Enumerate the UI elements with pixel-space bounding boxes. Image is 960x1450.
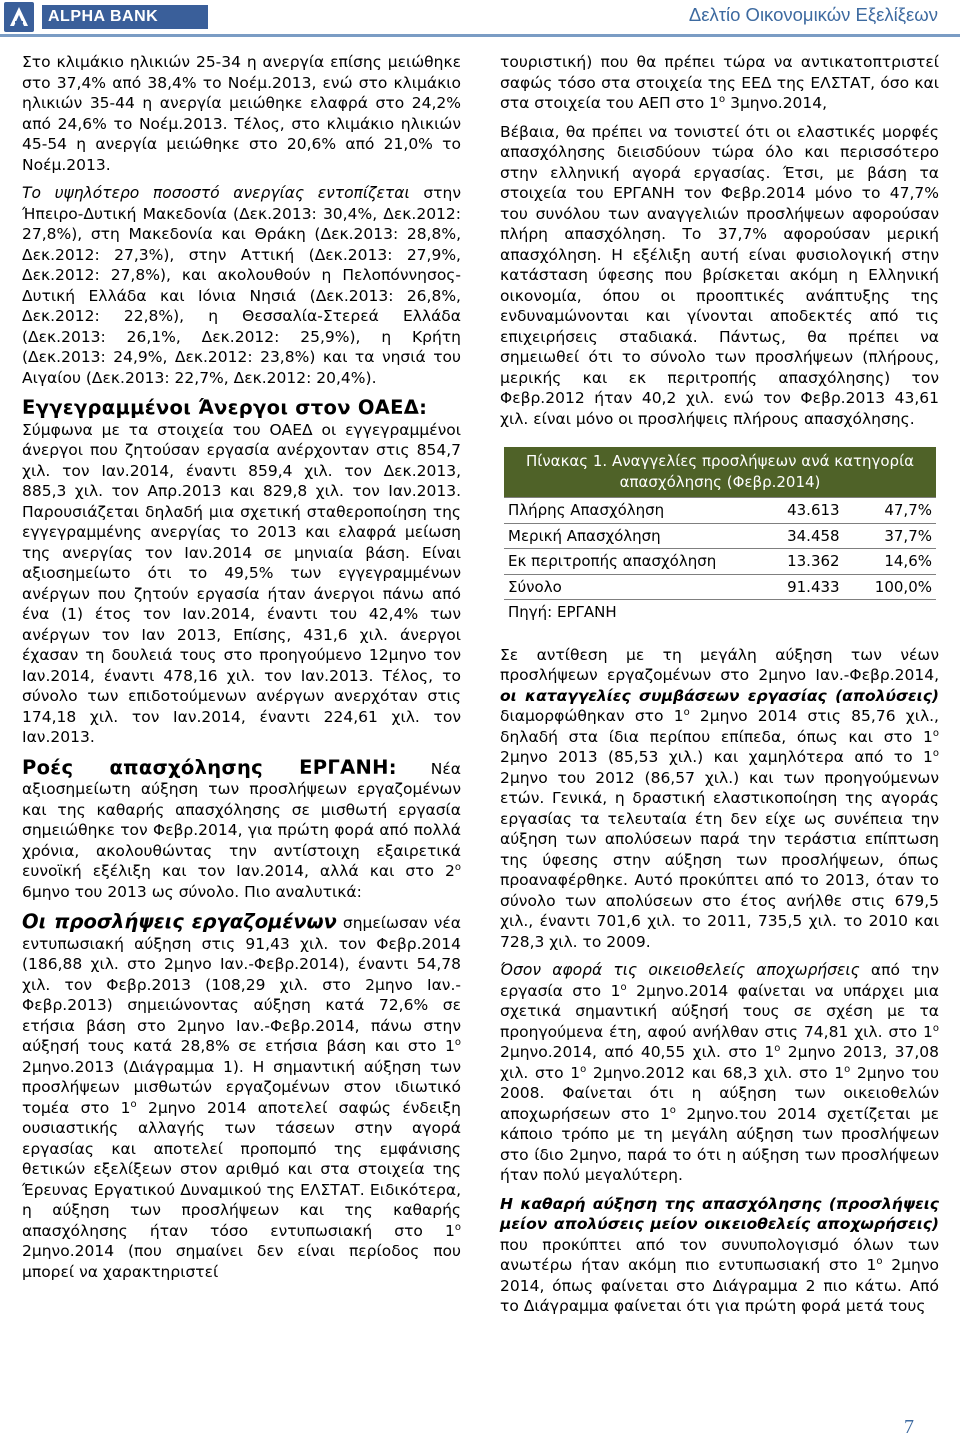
document-title: Δελτίο Οικονομικών Εξελίξεων <box>688 4 938 25</box>
table-row: Εκ περιτροπής απασχόληση 13.362 14,6% <box>504 549 936 575</box>
voluntary-exits-lead: Όσον αφορά τις οικειοθελείς αποχωρήσεις <box>500 961 860 979</box>
alpha-bank-emblem-icon <box>4 2 34 32</box>
paragraph-net-employment: Η καθαρή αύξηση της απασχόλησης (προσλήψεις μείον απολύσεις μείον οικειοθελείς αποχωρήσεις) που προκύπτει από τον συνυπολογισμό όλων των ανωτέρω ήταν ακόμη πιο εντυπωσιακή στο $1^o$ 2μηνο 2014, όπως φαίνεται στο Διάγραμμα 2 πιο κάτω. Από το Διάγραμμα φαίνεται ότι για πρώτη φορά μετά τους <box>500 1194 939 1315</box>
hirings-section: Οι προσλήψεις εργαζομένων σημείωσαν νέα εντυπωσιακή αύξηση στις 91,43 χιλ. τον Φεβρ.2014 (186,88 χιλ. στο 2μηνο Ιαν.-Φεβρ.2014), έναντι 54,78 χιλ. τον Φεβρ.2013 (108,29 χιλ. στο 2μηνο Ιαν.-Φεβρ.2013) σημειώνοντας αύξηση κατά 72,6% σε ετήσια βάση στο 2μηνο Ιαν.-Φεβρ.2014, πάνω στην αύξησή τους κατά 28,8% σε ετήσια βάση και στο $1^o$ 2μηνο.2013 (Διάγραμμα 1). Η σημαντική αύξηση των προσλήψεων μισθωτών εργαζομένων στον ιδιωτικό τομέα στο $1^o$ 2μηνο 2014 αποτελεί σαφώς ένδειξη ουσιαστικής αλλαγής των τάσεων στην αγορά εργασίας και αποτελεί προπομπό της εμφάνισης θετικών εξελίξεων στον αριθμό και στα στοιχεία της Έρευνας Εργατικού Δυναμικού της ΕΛΣΤΑΤ. Ειδικότερα, η αύξηση των προσλήψεων και της καθαρής απασχόλησης ήταν τόσο εντυπωσιακή στο $1^o$ 2μηνο.2014 (που σημαίνει δεν είναι περίοδος που μπορεί να χαρακτηριστεί <box>22 910 462 1281</box>
oaed-section <box>22 398 461 420</box>
table-total-row: Σύνολο 91.433 100,0% <box>504 574 936 600</box>
paragraph-continuation: τουριστική) που θα πρέπει τώρα να αντικατοπτριστεί σαφώς τόσο στα στοιχεία της ΕΕΔ της ΕΛΣΤΑΤ, όσο και στα στοιχεία του ΑΕΠ στο $1^o$ 3μηνο.2014, <box>500 53 939 112</box>
hirings-table <box>504 447 936 625</box>
page-number: 7 <box>904 1416 914 1438</box>
table-source: Πηγή: ΕΡΓΑΝΗ <box>508 603 617 621</box>
page-header <box>0 0 960 34</box>
net-employment-lead: Η καθαρή αύξηση της απασχόλησης (προσλήψεις μείον απολύσεις μείον οικειοθελείς αποχωρήσεις) <box>500 1194 939 1233</box>
table-caption: Πίνακας 1. Αναγγελίες προσλήψεων ανά κατηγορία απασχόλησης (Φεβρ.2014) <box>504 447 936 498</box>
ergani-section: Ροές απασχόλησης ΕΡΓΑΝΗ: Νέα αξιοσημείωτη αύξηση των προσλήψεων εργαζομένων και της καθαρής απασχόλησης σε μισθωτή εργασία σημειώθηκε τον Φεβρ.2014, για πρώτη φορά από πολλά χρόνια, ακολουθώντας την αντίστοιχη εξαιρετικά ευνοϊκή εξέλιξη και τον Ιαν.2014, αλλά και στο $2^o$ 6μηνο του 2013 ως σύνολο. Πιο αναλυτικά: <box>22 755 461 901</box>
table-source-row <box>504 600 936 625</box>
paragraph-dismissals: Σε αντίθεση με τη μεγάλη αύξηση των νέων προσλήψεων εργαζομένων στο 2μηνο Ιαν.-Φεβρ.2014, οι καταγγελίες συμβάσεων εργασίας (απολύσεις) διαμορφώθηκαν στο $1^o$ 2μηνο 2014 στις 85,76 χιλ., δηλαδή στα ίδια περίπου επίπεδα, όπως και στο $1^o$ 2μηνο 2013 (85,53 χιλ.) και χαμηλότερα από το $1^o$ 2μηνο του 2012 (86,57 χιλ.) και των προηγούμενων ετών. Γενικά, η δραστική ελαστικοποίηση της αγοράς εργασίας τα τελευταία έτη δεν είχε ως συνέπεια την αύξηση των απολύσεων παρά την τεράστια επίπτωση της ύφεσης στην αύξηση των προσλήψεων, όπως προαναφέρθηκε. Αυτό προκύπτει από το 2013, όταν το σύνολο των απολύσεων στο έτος ανήλθε στις 679,5 χιλ., έναντι 701,6 χιλ. το 2011, 735,5 χιλ. το 2010 και 728,3 χιλ. το 2009. <box>500 645 939 951</box>
left-column <box>22 52 461 1290</box>
brand-wordmark: ALPHA BANK <box>42 5 208 29</box>
heading-oaed: Εγγεγραμμένοι Άνεργοι στον ΟΑΕΔ: <box>22 396 428 419</box>
table-row: Πλήρης Απασχόληση 43.613 47,7% <box>504 498 936 524</box>
paragraph-flexible-employment: Βέβαια, θα πρέπει να τονιστεί ότι οι ελαστικές μορφές απασχόλησης διεισδύουν τώρα όλο και περισσότερο στην ελληνική αγορά εργασίας. Έτσι, με βάση τα στοιχεία του ΕΡΓΑΝΗ τον Φεβρ.2014 μόνο το 47,7% του συνόλου των αναγγελιών προσλήψεων αφορούσαν πλήρη απασχόληση. Το 37,7% αφορούσαν μερική απασχόληση. Η εξέλιξη αυτή είναι φυσιολογική στην κατάσταση ύφεσης που βρίσκεται ακόμη η Ελληνική οικονομία, όπου οι προοπτικές ανάπτυξης της ενδυναμώνονται και γίνονται αποδεκτές από τις επιχειρήσεις σταδιακά. Πάντως, θα πρέπει να σημειωθεί ότι το σύνολο των προσλήψεων (πλήρους, μερικής και εκ περιτροπής απασχόλησης) τον Φεβρ.2012 ήταν 40,2 χιλ. ενώ τον Φεβρ.2013 43,61 χιλ. είναι μόνο οι προσλήψεις πλήρους απασχόλησης. <box>500 122 939 428</box>
table-row: Μερική Απασχόληση 34.458 37,7% <box>504 523 936 549</box>
paragraph-voluntary-exits: Όσον αφορά τις οικειοθελείς αποχωρήσεις από την εργασία στο $1^o$ 2μηνο.2014 φαίνεται να υπάρχει μια σχετικά σημαντική αύξησή τους σε σχέση με τα προηγούμενα έτη, αφού ανήλθαν στις 74,81 χιλ. στο $1^o$ 2μηνο.2014, από 40,55 χιλ. στο $1^o$ 2μηνο 2013, 37,08 χιλ. στο $1^o$ 2μηνο.2012 και 68,3 χιλ. στο $1^o$ 2μηνο του 2008. Φαίνεται ότι η αύξηση των οικειοθελών αποχωρήσεων στο $1^o$ 2μηνο.του 2014 σχετίζεται με κάποιο τρόπο με τη μεγάλη αύξηση των προσλήψεων στο ίδιο 2μηνο, παρά το ότι η αύξηση των προσλήψεων ήταν πολύ μεγαλύτερη. <box>500 961 940 1184</box>
heading-ergani: Ροές απασχόλησης ΕΡΓΑΝΗ: <box>22 755 397 779</box>
heading-hirings: Οι προσλήψεις εργαζομένων <box>22 910 337 933</box>
paragraph-regional-unemployment: Το υψηλότερο ποσοστό ανεργίας εντοπίζεται στην Ήπειρο-Δυτική Μακεδονία (Δεκ.2013: 30,4%, Δεκ.2012: 27,8%), στη Μακεδονία και Θράκη (Δεκ.2013: 28,8%, Δεκ.2012: 27,3%), στην Αττική (Δεκ.2013: 27,9%, Δεκ.2012: 27,8%), και ακολουθούν η Πελοπόννησος-Δυτική Ελλάδα και Ιόνια Νησιά (Δεκ.2013: 26,8%, Δεκ.2012: 22,8%), η Θεσσαλία-Στερεά Ελλάδα (Δεκ.2013: 26,1%, Δεκ.2012: 25,9%), η Κρήτη (Δεκ.2013: 24,9%, Δεκ.2012: 23,8%) και τα νησιά του Αιγαίου (Δεκ.2013: 22,7%, Δεκ.2012: 20,4%). <box>22 184 461 387</box>
paragraph-age-groups: Στο κλιμάκιο ηλικιών 25-34 η ανεργία επίσης μειώθηκε στο 37,4% από 38,4% το Νοέμ.2013, ενώ στο κλιμάκιο ηλικιών 35-44 η ανεργία μειώθηκε ελαφρά στο 24,2% από 24,6% το Νοέμ.2013. Τέλος, στο κλιμάκιο ηλικιών 45-54 η ανεργία μειώθηκε στο 20,6% από 21,0% το Νοέμ.2013. <box>22 53 461 174</box>
header-divider <box>0 34 960 37</box>
dismissals-emphasis: οι καταγγελίες συμβάσεων εργασίας (απολύσεις) <box>500 686 939 705</box>
paragraph-oaed: Σύμφωνα με τα στοιχεία του ΟΑΕΔ οι εγγεγραμμένοι άνεργοι που ζητούσαν εργασία ανέρχονταν στις 854,7 χιλ. τον Ιαν.2014, έναντι 859,4 χιλ. τον Δεκ.2013, 885,3 χιλ. τον Απρ.2013 και 829,8 χιλ. τον Ιαν.2013. Παρουσιάζεται δηλαδή μια σχετική σταθεροποίηση της εγγεγραμμένης ανεργίας το 2013 και ελαφρά μείωση της ανεργίας τον Ιαν.2014 σε μηνιαία βάση. Είναι αξιοσημείωτο ότι το 49,5% των εγγεγραμμένων ανέργων που ζητούν εργασία ήταν άνεργοι πάνω από ένα (1) έτος τον Ιαν.2014, έναντι του 42,4% των ανέργων τον Ιαν 2013, Επίσης, 431,6 χιλ. άνεργοι έχασαν τη δουλειά τους στο προηγούμενο 12μηνο τον Ιαν.2014, έναντι 478,16 χιλ. τον Ιαν.2013. Τέλος, το σύνολο των επιδοτούμενων ανέργων ανερχόταν στις 174,18 χιλ. τον Ιαν.2014, έναντι 224,61 χιλ. τον Ιαν.2013. <box>22 420 461 746</box>
alpha-bank-logo <box>4 2 254 34</box>
regional-lead: Το υψηλότερο ποσοστό ανεργίας εντοπίζεται <box>22 184 410 202</box>
right-column <box>500 52 939 1325</box>
